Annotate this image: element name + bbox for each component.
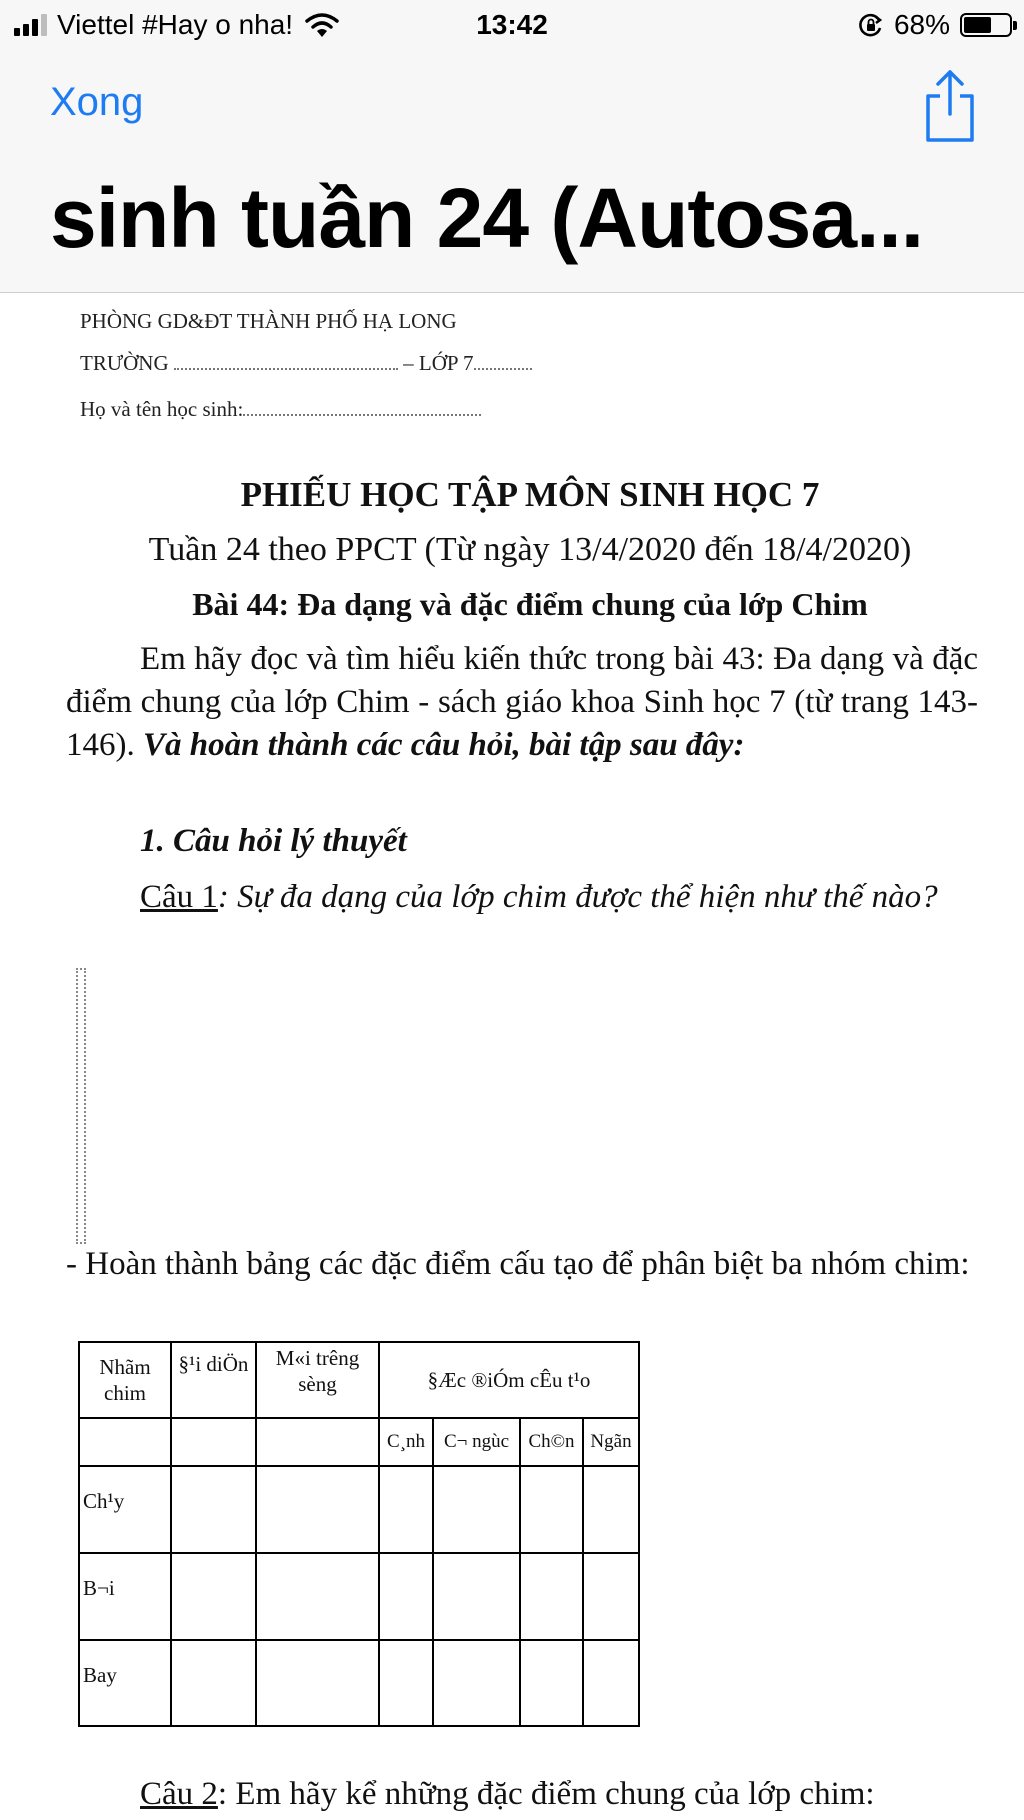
share-icon[interactable] — [922, 68, 978, 144]
header-group: Nhãm chim — [79, 1342, 171, 1418]
school-blank — [174, 354, 398, 370]
worksheet-title: PHIẾU HỌC TẬP MÔN SINH HỌC 7 — [240, 475, 820, 514]
subheader-leg: Ch©n — [520, 1418, 583, 1466]
question-2 — [140, 1776, 875, 1813]
navigation-header — [0, 0, 1024, 293]
document-page[interactable] — [0, 293, 1024, 1820]
lesson-title: Bài 44: Đa dạng và đặc điểm chung của lớp Chim — [192, 586, 868, 622]
department-line: PHÒNG GD&ĐT THÀNH PHỐ HẠ LONG — [80, 309, 457, 333]
school-label: TRƯỜNG — [80, 351, 169, 375]
table-row — [79, 1640, 639, 1726]
student-blank — [243, 400, 481, 416]
question-1 — [66, 876, 978, 919]
status-right — [858, 9, 1012, 41]
header-features: §Æc ®iÓm cÊu t¹o — [379, 1342, 639, 1418]
table-header-row — [79, 1342, 639, 1418]
status-time: 13:42 — [476, 9, 548, 40]
week-line: Tuần 24 theo PPCT (Từ ngày 13/4/2020 đến 18/4/2020) — [148, 531, 912, 568]
orientation-lock-icon — [858, 12, 884, 38]
subheader-chest-muscle: C¬ ngùc — [433, 1418, 520, 1466]
battery-fill — [964, 17, 991, 33]
intro-emphasis: Và hoàn thành các câu hỏi, bài tập sau đây: — [143, 727, 745, 763]
table-row — [79, 1466, 639, 1553]
table-subheader-row — [79, 1418, 639, 1466]
subheader-wing: C¸nh — [379, 1418, 433, 1466]
done-button[interactable]: Xong — [50, 80, 144, 124]
battery-icon — [960, 13, 1012, 37]
section-heading: 1. Câu hỏi lý thuyết — [140, 823, 407, 859]
table-instruction: - Hoàn thành bảng các đặc điểm cấu tạo để phân biệt ba nhóm chim: — [66, 1246, 970, 1282]
question-1-label: Câu 1 — [140, 879, 218, 915]
carrier-name: Viettel #Hay o nha! — [57, 9, 294, 40]
status-bar — [0, 0, 1024, 52]
class-label: – LỚP 7 — [403, 351, 474, 375]
question-1-text: : Sự đa dạng của lớp chim được thể hiện như thế nào? — [217, 879, 938, 915]
battery-percentage: 68% — [893, 9, 950, 40]
row-label-running: Ch¹y — [79, 1466, 171, 1553]
school-line — [80, 351, 532, 376]
header-representative: §¹i diÖn — [171, 1342, 256, 1418]
intro-text: Em hãy đọc và tìm hiểu kiến thức trong bài 43: Đa dạng và đặc điểm chung của lớp Chim - sách giáo khoa Sinh học 7 (từ trang 143-146). — [66, 641, 978, 763]
subheader-toe: Ngãn — [583, 1418, 639, 1466]
table-row — [79, 1553, 639, 1640]
header-environment: M«i trêng sèng — [256, 1342, 379, 1418]
bird-groups-table — [78, 1341, 640, 1727]
intro-paragraph — [66, 638, 978, 767]
question-2-text: : Em hãy kể những đặc điểm chung của lớp chim: — [217, 1776, 875, 1812]
question-2-label: Câu 2 — [140, 1776, 218, 1812]
answer-placeholder-box — [76, 968, 86, 1244]
student-line — [80, 397, 481, 422]
document-title: sinh tuần 24 (Autosa... — [50, 171, 924, 265]
row-label-flying: Bay — [79, 1640, 171, 1726]
student-label: Họ và tên học sinh: — [80, 397, 244, 421]
class-blank — [474, 354, 532, 370]
row-label-swimming: B¬i — [79, 1553, 171, 1640]
